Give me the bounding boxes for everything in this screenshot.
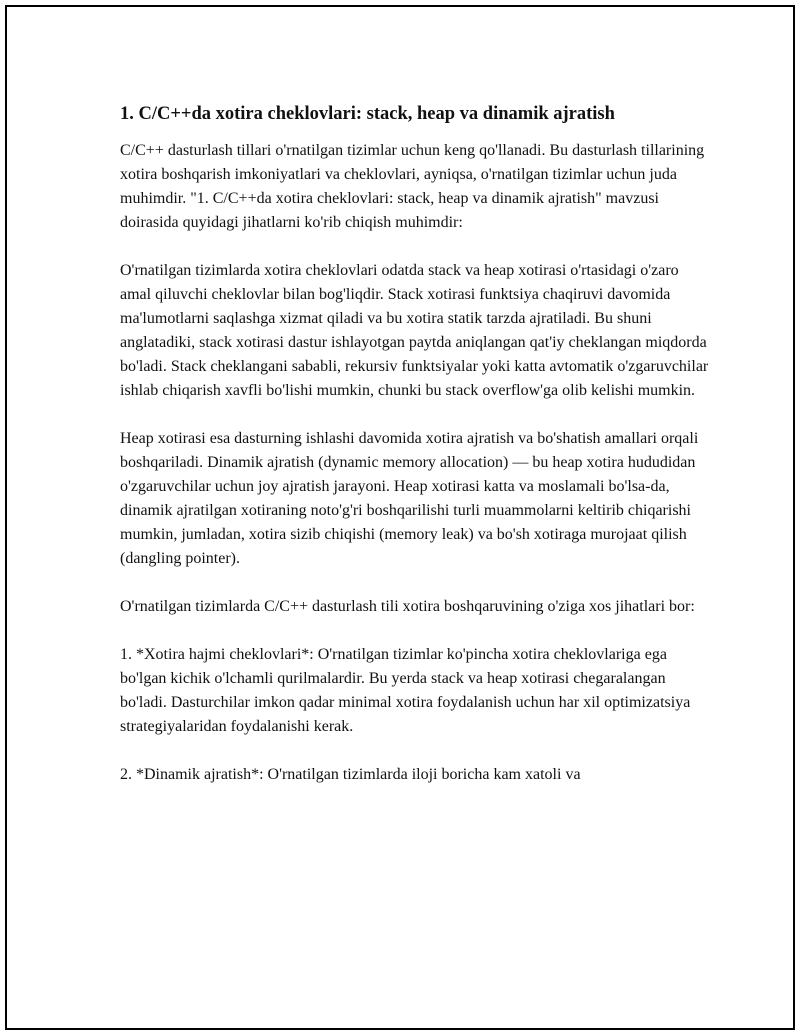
paragraph-features-intro: O'rnatilgan tizimlarda C/C++ dasturlash tili xotira boshqaruvining o'ziga xos jihatlari bor: [120, 598, 695, 615]
page-frame [5, 5, 795, 1030]
list-item-memory-limits: 1. *Xotira hajmi cheklovlari*: O'rnatilgan tizimlar ko'pincha xotira cheklovlariga ega bo'lgan kichik o'lchamli qurilmalardir. Bu yerda stack va heap xotirasi chegaralangan bo'ladi. Dasturchilar imkon qadar minimal xotira foydalanish uchun har xil optimizatsiya strategiyalaridan foydalanishi kerak. [120, 646, 691, 735]
document-body [120, 101, 710, 811]
paragraph-intro: C/C++ dasturlash tillari o'rnatilgan tizimlar uchun keng qo'llanadi. Bu dasturlash tillarining xotira boshqarish imkoniyatlari va cheklovlari, ayniqsa, o'rnatilgan tizimlar uchun juda muhimdir. "1. C/C++da xotira cheklovlari: stack, heap va dinamik ajratish" mavzusi doirasida quyidagi jihatlarni ko'rib chiqish muhimdir: [120, 142, 705, 231]
paragraph-heap: Heap xotirasi esa dasturning ishlashi davomida xotira ajratish va bo'shatish amallari orqali boshqariladi. Dinamik ajratish (dynamic memory allocation) — bu heap xotira hududidan o'zgaruvchilar uchun joy ajratish jarayoni. Heap xotirasi katta va moslamali bo'lsa-da, dinamik ajratilgan xotiraning noto'g'ri boshqarilishi turli muammolarni keltirib chiqarishi mumkin, jumladan, xotira sizib chiqishi (memory leak) va bo'sh xotiraga murojaat qilish (dangling pointer). [120, 430, 699, 567]
document-title: 1. C/C++da xotira cheklovlari: stack, heap va dinamik ajratish [120, 104, 615, 124]
list-item-dynamic-allocation: 2. *Dinamik ajratish*: O'rnatilgan tizimlarda iloji boricha kam xatoli va [120, 766, 581, 783]
paragraph-stack: O'rnatilgan tizimlarda xotira cheklovlari odatda stack va heap xotirasi o'rtasidagi o'zaro amal qiluvchi cheklovlar bilan bog'liqdir. Stack xotirasi funktsiya chaqiruvi davomida ma'lumotlarni saqlashga xizmat qiladi va bu xotira statik tarzda ajratiladi. Bu shuni anglatadiki, stack xotirasi dastur ishlayotgan paytda aniqlangan qat'iy cheklangan miqdorda bo'ladi. Stack cheklangani sababli, rekursiv funktsiyalar yoki katta avtomatik o'zgaruvchilar ishlab chiqarish xavfli bo'lishi mumkin, chunki bu stack overflow'ga olib kelishi mumkin. [120, 262, 709, 399]
